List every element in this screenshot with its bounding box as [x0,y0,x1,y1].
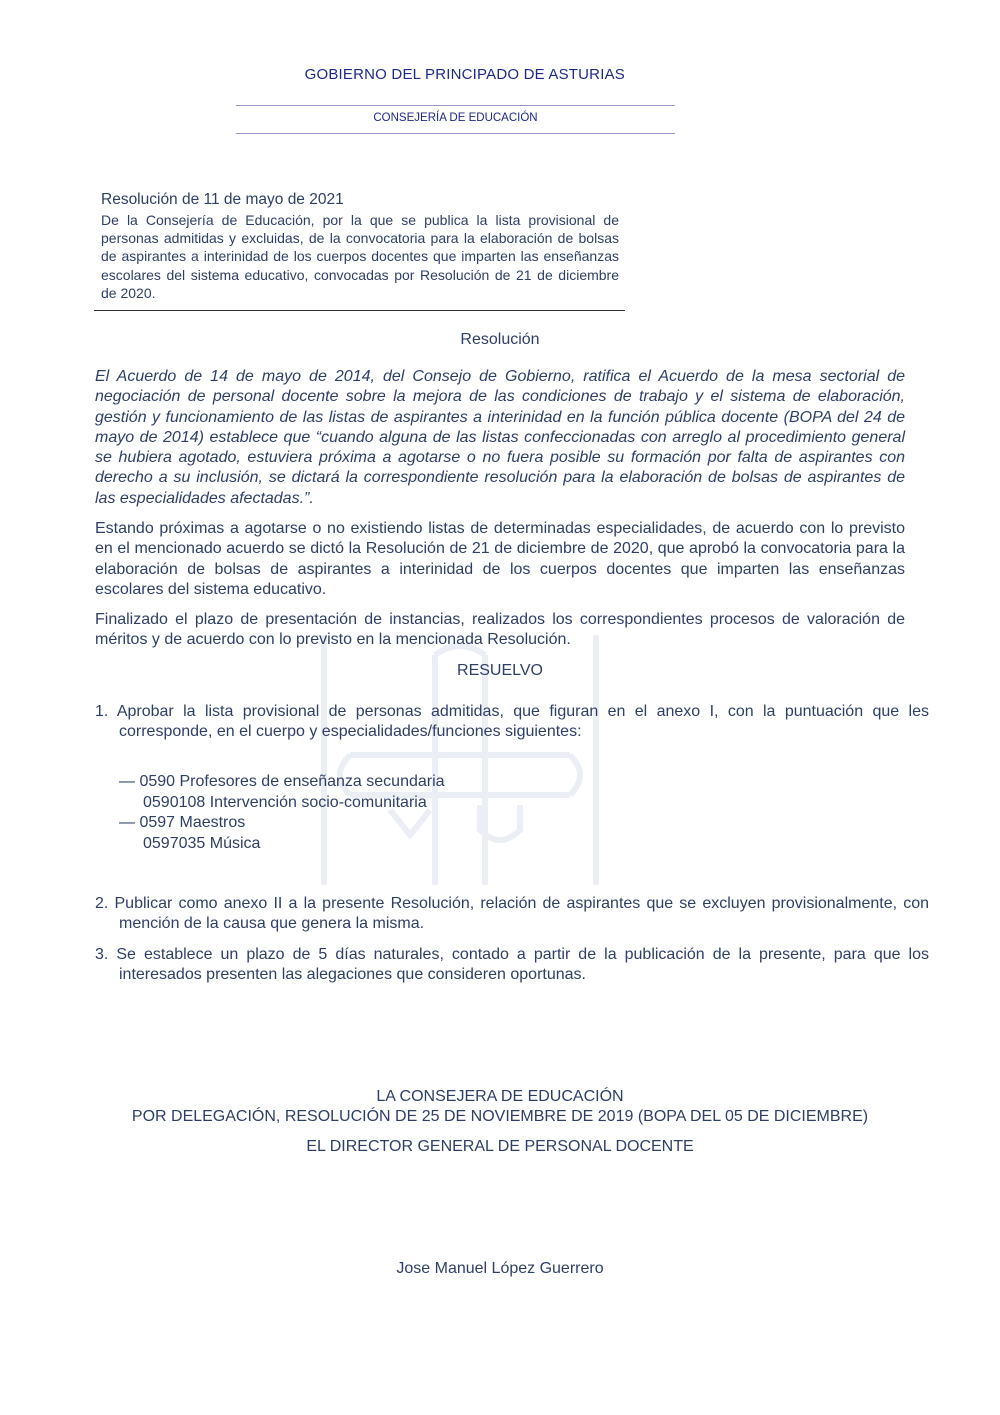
signature-block [0,1087,1000,1157]
resolution-item-2: 2. Publicar como anexo II a la presente Resolución, relación de aspirantes que se excluyen provisionalmente, con mención de la causa que genera la misma. [95,895,929,933]
department-header: CONSEJERÍA DE EDUCACIÓN [373,112,538,124]
header-rule-bottom [236,133,675,134]
resolution-summary [101,191,619,302]
summary-rule [94,310,625,311]
signature-line-2: POR DELEGACIÓN, RESOLUCIÓN DE 25 DE NOVIEMBRE DE 2019 (BOPA DEL 05 DE DICIEMBRE) [131,1108,869,1125]
resuelvo-heading: RESUELVO [457,662,543,679]
government-header: GOBIERNO DEL PRINCIPADO DE ASTURIAS [304,66,625,83]
paragraph-agreement: El Acuerdo de 14 de mayo de 2014, del Consejo de Gobierno, ratifica el Acuerdo de la mesa sectorial de negociación de personal docente sobre la mejora de las condiciones de trabajo y el sistema de elaboración, gestión y funcionamiento de las listas de aspirantes a interinidad en la función pública docente (BOPA del 24 de mayo de 2014) establece que “cuando alguna de las listas confeccionadas con arreglo al procedimiento general se hubiera agotado, estuviera próxima a agotarse o no fuera posible su formación por falta de aspirantes con derecho a su inclusión, se dictará la correspondiente resolución para la elaboración de bolsas de aspirantes de las especialidades afectadas.”. [95,368,905,507]
signature-line-1: LA CONSEJERA DE EDUCACIÓN [376,1088,624,1105]
paragraph-background: Estando próximas a agotarse o no existiendo listas de determinadas especialidades, de acuerdo con lo previsto en el mencionado acuerdo se dictó la Resolución de 21 de diciembre de 2020, que aprobó la convocatoria para la elaboración de bolsas de aspirantes a interinidad de los cuerpos docentes que imparten las enseñanzas escolares del sistema educativo. [95,520,905,598]
resolution-item-1: 1. Aprobar la lista provisional de personas admitidas, que figuran en el anexo I, con la puntuación que les corresponde, en el cuerpo y especialidades/funciones siguientes: [95,703,929,741]
signature-line-3: EL DIRECTOR GENERAL DE PERSONAL DOCENTE [306,1138,694,1155]
body-name: — 0597 Maestros [119,814,246,831]
body-name: — 0590 Profesores de enseñanza secundaria [119,773,445,790]
body-specialty: 0590108 Intervención socio-comunitaria [143,793,427,811]
bodies-list [119,772,445,854]
body-specialty: 0597035 Música [143,834,261,852]
signer-name: Jose Manuel López Guerrero [396,1260,604,1277]
resolution-heading: Resolución [460,331,540,348]
paragraph-process: Finalizado el plazo de presentación de instancias, realizados los correspondientes procesos de valoración de méritos y de acuerdo con lo previsto en la mencionada Resolución. [95,611,905,649]
summary-title: Resolución de 11 de mayo de 2021 [101,191,344,208]
resolution-item-3: 3. Se establece un plazo de 5 días naturales, contado a partir de la publicación de la presente, para que los interesados presenten las alegaciones que consideren oportunas. [95,946,929,984]
summary-description: De la Consejería de Educación, por la que se publica la lista provisional de personas admitidas y excluidas, de la convocatoria para la elaboración de bolsas de aspirantes a interinidad de los cuerpos docentes que imparten las enseñanzas escolares del sistema educativo, convocadas por Resolución de 21 de diciembre de 2020. [101,212,619,301]
header-rule-top [236,105,675,106]
